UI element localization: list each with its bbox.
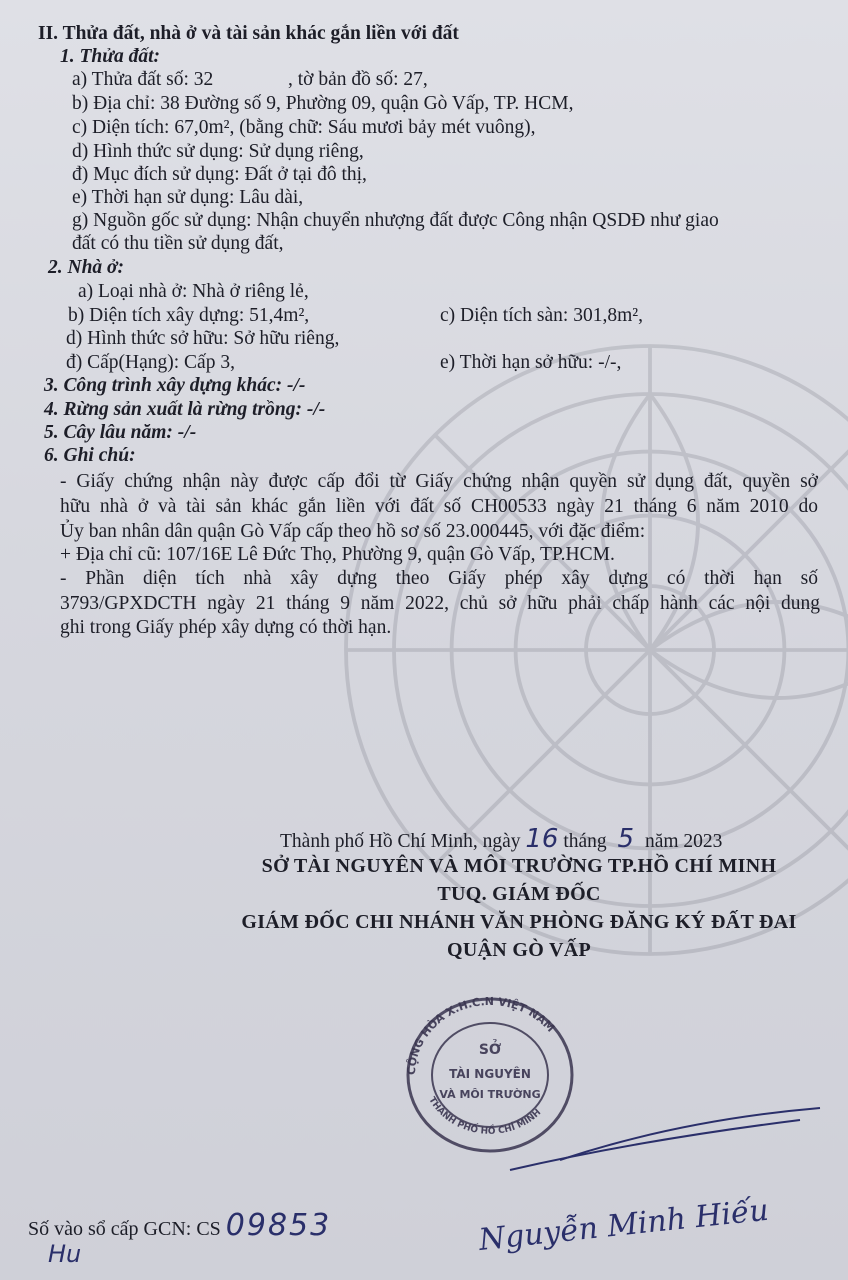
registry-number: 09853 [225, 1208, 332, 1243]
house-heading: 2. Nhà ở: [48, 257, 125, 278]
note-line-2: hữu nhà ở và tài sản khác gắn liền với đất số CH00533 ngày 21 tháng 6 năm 2010 do [60, 496, 818, 517]
date-day: 16 [525, 824, 559, 854]
note-line-1: - Giấy chứng nhận này được cấp đổi từ Giấy chứng nhận quyền sử dụng đất, quyền sở [60, 471, 818, 492]
note-line-3: Ủy ban nhân dân quận Gò Vấp cấp theo hồ sơ số 23.000445, với đặc điểm: [60, 521, 646, 542]
land-area: c) Diện tích: 67,0m², (bằng chữ: Sáu mươi bảy mét vuông), [72, 117, 536, 138]
date-month-label: tháng [563, 831, 607, 852]
note-line-7: ghi trong Giấy phép xây dựng có thời hạn. [60, 617, 392, 638]
house-ownership-term: e) Thời hạn sở hữu: -/-, [440, 352, 622, 373]
house-construction-area: b) Diện tích xây dựng: 51,4m², [68, 305, 310, 326]
seal-line-2: TÀI NGUYÊN [449, 1067, 531, 1081]
section-title: II. Thửa đất, nhà ở và tài sản khác gắn liền với đất [38, 23, 459, 44]
land-address: b) Địa chỉ: 38 Đường số 9, Phường 09, quận Gò Vấp, TP. HCM, [72, 93, 574, 114]
signer-position: GIÁM ĐỐC CHI NHÁNH VĂN PHÒNG ĐĂNG KÝ ĐẤT ĐAI [241, 911, 797, 933]
land-usage-term: e) Thời hạn sử dụng: Lâu dài, [72, 187, 304, 208]
svg-text:CỘNG HÒA X.H.C.N VIỆT NAM [405, 995, 557, 1075]
perennial-trees: 5. Cây lâu năm: -/- [44, 422, 197, 443]
land-usage-purpose: đ) Mục đích sử dụng: Đất ở tại đô thị, [72, 164, 367, 185]
signer-name: Nguyễn Minh Hiếu [477, 1192, 771, 1258]
house-grade: đ) Cấp(Hạng): Cấp 3, [66, 352, 235, 373]
land-plot-number: a) Thửa đất số: 32 [72, 69, 214, 90]
land-heading: 1. Thửa đất: [60, 46, 160, 67]
date-month: 5 [617, 824, 635, 854]
note-line-6: 3793/GPXDCTH ngày 21 tháng 9 năm 2022, chủ sở hữu phải chấp hành các nội dung [60, 593, 820, 614]
date-prefix: Thành phố Hồ Chí Minh, ngày [280, 831, 521, 852]
date-year: năm 2023 [644, 831, 723, 852]
notes-heading: 6. Ghi chú: [44, 445, 136, 466]
house-ownership-form: d) Hình thức sở hữu: Sở hữu riêng, [66, 328, 340, 349]
issuing-department: SỞ TÀI NGUYÊN VÀ MÔI TRƯỜNG TP.HỒ CHÍ MINH [261, 855, 777, 877]
land-map-sheet: , tờ bản đồ số: 27, [288, 69, 428, 90]
planted-forest: 4. Rừng sản xuất là rừng trồng: -/- [44, 399, 326, 420]
registry-line [28, 1208, 332, 1243]
note-line-4: + Địa chỉ cũ: 107/16E Lê Đức Thọ, Phường 9, quận Gò Vấp, TP.HCM. [60, 544, 615, 565]
authorization-line: TUQ. GIÁM ĐỐC [437, 883, 601, 905]
house-type: a) Loại nhà ở: Nhà ở riêng lẻ, [78, 281, 309, 302]
seal-line-3: VÀ MÔI TRƯỜNG [439, 1088, 541, 1101]
seal-bottom-text: THÀNH PHỐ HỒ CHÍ MINH [426, 1095, 544, 1137]
seal-line-1: SỞ [478, 1042, 502, 1058]
land-origin-line1: g) Nguồn gốc sử dụng: Nhận chuyển nhượng đất được Công nhận QSDĐ như giao [72, 210, 719, 231]
other-construction: 3. Công trình xây dựng khác: -/- [44, 375, 306, 396]
house-floor-area: c) Diện tích sàn: 301,8m², [440, 305, 643, 326]
registry-label: Số vào sổ cấp GCN: CS [28, 1218, 221, 1240]
note-line-5: - Phần diện tích nhà xây dựng theo Giấy phép xây dựng có thời hạn số [60, 568, 818, 589]
seal-outer-text: CỘNG HÒA X.H.C.N VIỆT NAM [404, 994, 558, 1076]
registry-initials: Hu [48, 1240, 82, 1268]
handwritten-signature [420, 1100, 840, 1280]
district-name: QUẬN GÒ VẤP [446, 939, 592, 961]
land-origin-line2: đất có thu tiền sử dụng đất, [72, 233, 284, 254]
land-usage-form: d) Hình thức sử dụng: Sử dụng riêng, [72, 141, 364, 162]
date-line [280, 824, 723, 854]
